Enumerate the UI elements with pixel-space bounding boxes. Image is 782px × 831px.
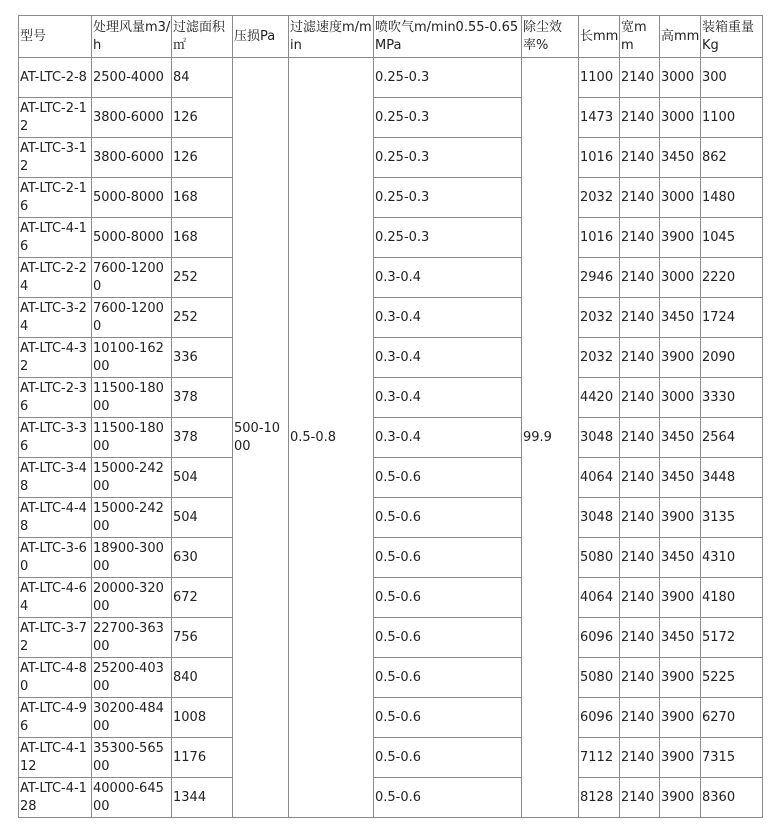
length-cell: 6096	[579, 618, 620, 658]
filter-area-cell: 840	[172, 658, 233, 698]
length-cell: 1473	[579, 98, 620, 138]
airflow-cell: 5000-8000	[92, 178, 172, 218]
weight-cell: 7315	[701, 738, 763, 778]
width-cell: 2140	[620, 618, 660, 658]
width-cell: 2140	[620, 378, 660, 418]
height-cell: 3900	[660, 578, 701, 618]
length-cell: 5080	[579, 658, 620, 698]
table-row	[19, 58, 763, 98]
table-row	[19, 498, 763, 538]
filter-area-cell: 378	[172, 378, 233, 418]
model-cell: AT-LTC-2-36	[19, 378, 92, 418]
filter-area-cell: 378	[172, 418, 233, 458]
weight-cell: 4180	[701, 578, 763, 618]
width-cell: 2140	[620, 138, 660, 178]
model-cell: AT-LTC-4-80	[19, 658, 92, 698]
length-cell: 2032	[579, 338, 620, 378]
weight-cell: 2564	[701, 418, 763, 458]
filter-area-cell: 1176	[172, 738, 233, 778]
height-cell: 3450	[660, 618, 701, 658]
airflow-cell: 2500-4000	[92, 58, 172, 98]
blow-air-cell: 0.3-0.4	[374, 298, 522, 338]
weight-cell: 1100	[701, 98, 763, 138]
table-row	[19, 258, 763, 298]
filter-area-cell: 252	[172, 298, 233, 338]
model-cell: AT-LTC-4-64	[19, 578, 92, 618]
height-cell: 3900	[660, 498, 701, 538]
weight-cell: 2220	[701, 258, 763, 298]
filter-area-cell: 126	[172, 138, 233, 178]
length-cell: 3048	[579, 498, 620, 538]
length-cell: 2946	[579, 258, 620, 298]
length-cell: 4420	[579, 378, 620, 418]
height-cell: 3000	[660, 378, 701, 418]
airflow-cell: 5000-8000	[92, 218, 172, 258]
width-cell: 2140	[620, 338, 660, 378]
table-row	[19, 458, 763, 498]
height-cell: 3450	[660, 138, 701, 178]
header-length: 长mm	[579, 16, 620, 58]
header-width: 宽mm	[620, 16, 660, 58]
blow-air-cell: 0.25-0.3	[374, 98, 522, 138]
weight-cell: 3135	[701, 498, 763, 538]
airflow-cell: 10100-16200	[92, 338, 172, 378]
model-cell: AT-LTC-2-24	[19, 258, 92, 298]
airflow-cell: 11500-18000	[92, 418, 172, 458]
width-cell: 2140	[620, 698, 660, 738]
table-row	[19, 378, 763, 418]
blow-air-cell: 0.5-0.6	[374, 538, 522, 578]
width-cell: 2140	[620, 418, 660, 458]
height-cell: 3900	[660, 698, 701, 738]
weight-cell: 1480	[701, 178, 763, 218]
length-cell: 5080	[579, 538, 620, 578]
filter-area-cell: 168	[172, 178, 233, 218]
table-row	[19, 738, 763, 778]
airflow-cell: 22700-36300	[92, 618, 172, 658]
table-row	[19, 218, 763, 258]
filter-area-cell: 630	[172, 538, 233, 578]
table-row	[19, 338, 763, 378]
weight-cell: 1724	[701, 298, 763, 338]
model-cell: AT-LTC-3-48	[19, 458, 92, 498]
model-cell: AT-LTC-3-36	[19, 418, 92, 458]
height-cell: 3900	[660, 778, 701, 818]
table-row	[19, 538, 763, 578]
width-cell: 2140	[620, 178, 660, 218]
weight-cell: 2090	[701, 338, 763, 378]
header-filter-speed: 过滤速度m/min	[289, 16, 374, 58]
model-cell: AT-LTC-4-112	[19, 738, 92, 778]
model-cell: AT-LTC-4-16	[19, 218, 92, 258]
model-cell: AT-LTC-3-60	[19, 538, 92, 578]
model-cell: AT-LTC-4-128	[19, 778, 92, 818]
table-row	[19, 618, 763, 658]
length-cell: 1016	[579, 138, 620, 178]
airflow-cell: 35300-56500	[92, 738, 172, 778]
blow-air-cell: 0.5-0.6	[374, 498, 522, 538]
weight-cell: 3448	[701, 458, 763, 498]
model-cell: AT-LTC-4-48	[19, 498, 92, 538]
header-efficiency: 除尘效率%	[522, 16, 579, 58]
airflow-cell: 30200-48400	[92, 698, 172, 738]
length-cell: 6096	[579, 698, 620, 738]
blow-air-cell: 0.3-0.4	[374, 338, 522, 378]
length-cell: 4064	[579, 578, 620, 618]
blow-air-cell: 0.5-0.6	[374, 658, 522, 698]
airflow-cell: 25200-40300	[92, 658, 172, 698]
height-cell: 3450	[660, 458, 701, 498]
height-cell: 3900	[660, 738, 701, 778]
length-cell: 2032	[579, 298, 620, 338]
height-cell: 3450	[660, 418, 701, 458]
airflow-cell: 40000-64500	[92, 778, 172, 818]
filter-area-cell: 672	[172, 578, 233, 618]
table-row	[19, 418, 763, 458]
header-airflow: 处理风量m3/h	[92, 16, 172, 58]
filter-area-cell: 84	[172, 58, 233, 98]
width-cell: 2140	[620, 218, 660, 258]
weight-cell: 5225	[701, 658, 763, 698]
width-cell: 2140	[620, 498, 660, 538]
pressure-loss-cell: 500-1000	[233, 58, 289, 818]
width-cell: 2140	[620, 258, 660, 298]
length-cell: 1100	[579, 58, 620, 98]
efficiency-cell: 99.9	[522, 58, 579, 818]
length-cell: 8128	[579, 778, 620, 818]
airflow-cell: 20000-32000	[92, 578, 172, 618]
model-cell: AT-LTC-2-16	[19, 178, 92, 218]
length-cell: 4064	[579, 458, 620, 498]
weight-cell: 6270	[701, 698, 763, 738]
blow-air-cell: 0.5-0.6	[374, 698, 522, 738]
header-model: 型号	[19, 16, 92, 58]
table-row	[19, 698, 763, 738]
filter-speed-cell: 0.5-0.8	[289, 58, 374, 818]
airflow-cell: 7600-12000	[92, 298, 172, 338]
filter-area-cell: 1344	[172, 778, 233, 818]
airflow-cell: 7600-12000	[92, 258, 172, 298]
width-cell: 2140	[620, 58, 660, 98]
blow-air-cell: 0.5-0.6	[374, 578, 522, 618]
filter-area-cell: 252	[172, 258, 233, 298]
width-cell: 2140	[620, 578, 660, 618]
model-cell: AT-LTC-4-32	[19, 338, 92, 378]
width-cell: 2140	[620, 458, 660, 498]
model-cell: AT-LTC-4-96	[19, 698, 92, 738]
blow-air-cell: 0.5-0.6	[374, 778, 522, 818]
length-cell: 1016	[579, 218, 620, 258]
model-cell: AT-LTC-2-12	[19, 98, 92, 138]
airflow-cell: 15000-24200	[92, 458, 172, 498]
length-cell: 2032	[579, 178, 620, 218]
header-row	[19, 16, 763, 58]
blow-air-cell: 0.25-0.3	[374, 58, 522, 98]
table-row	[19, 658, 763, 698]
height-cell: 3000	[660, 58, 701, 98]
height-cell: 3900	[660, 658, 701, 698]
header-height: 高mm	[660, 16, 701, 58]
table-row	[19, 578, 763, 618]
height-cell: 3000	[660, 258, 701, 298]
blow-air-cell: 0.25-0.3	[374, 178, 522, 218]
filter-area-cell: 126	[172, 98, 233, 138]
blow-air-cell: 0.25-0.3	[374, 138, 522, 178]
airflow-cell: 11500-18000	[92, 378, 172, 418]
weight-cell: 3330	[701, 378, 763, 418]
blow-air-cell: 0.3-0.4	[374, 378, 522, 418]
airflow-cell: 18900-30000	[92, 538, 172, 578]
header-pressure-loss: 压损Pa	[233, 16, 289, 58]
blow-air-cell: 0.5-0.6	[374, 738, 522, 778]
length-cell: 7112	[579, 738, 620, 778]
table-row	[19, 98, 763, 138]
airflow-cell: 3800-6000	[92, 138, 172, 178]
weight-cell: 4310	[701, 538, 763, 578]
model-cell: AT-LTC-3-72	[19, 618, 92, 658]
blow-air-cell: 0.3-0.4	[374, 258, 522, 298]
width-cell: 2140	[620, 658, 660, 698]
table-row	[19, 178, 763, 218]
model-cell: AT-LTC-2-8	[19, 58, 92, 98]
header-blow-air: 喷吹气m/min0.55-0.65MPa	[374, 16, 522, 58]
blow-air-cell: 0.5-0.6	[374, 618, 522, 658]
height-cell: 3000	[660, 98, 701, 138]
table-row	[19, 778, 763, 818]
filter-area-cell: 504	[172, 498, 233, 538]
height-cell: 3900	[660, 218, 701, 258]
filter-area-cell: 336	[172, 338, 233, 378]
spec-table	[18, 15, 763, 818]
weight-cell: 300	[701, 58, 763, 98]
weight-cell: 862	[701, 138, 763, 178]
height-cell: 3450	[660, 298, 701, 338]
table-row	[19, 138, 763, 178]
width-cell: 2140	[620, 98, 660, 138]
height-cell: 3000	[660, 178, 701, 218]
weight-cell: 1045	[701, 218, 763, 258]
filter-area-cell: 168	[172, 218, 233, 258]
header-weight: 装箱重量Kg	[701, 16, 763, 58]
width-cell: 2140	[620, 738, 660, 778]
width-cell: 2140	[620, 538, 660, 578]
length-cell: 3048	[579, 418, 620, 458]
filter-area-cell: 756	[172, 618, 233, 658]
airflow-cell: 15000-24200	[92, 498, 172, 538]
width-cell: 2140	[620, 778, 660, 818]
blow-air-cell: 0.5-0.6	[374, 458, 522, 498]
height-cell: 3900	[660, 338, 701, 378]
table-row	[19, 298, 763, 338]
width-cell: 2140	[620, 298, 660, 338]
height-cell: 3450	[660, 538, 701, 578]
airflow-cell: 3800-6000	[92, 98, 172, 138]
blow-air-cell: 0.3-0.4	[374, 418, 522, 458]
model-cell: AT-LTC-3-24	[19, 298, 92, 338]
weight-cell: 8360	[701, 778, 763, 818]
filter-area-cell: 1008	[172, 698, 233, 738]
model-cell: AT-LTC-3-12	[19, 138, 92, 178]
blow-air-cell: 0.25-0.3	[374, 218, 522, 258]
filter-area-cell: 504	[172, 458, 233, 498]
header-filter-area: 过滤面积㎡	[172, 16, 233, 58]
weight-cell: 5172	[701, 618, 763, 658]
